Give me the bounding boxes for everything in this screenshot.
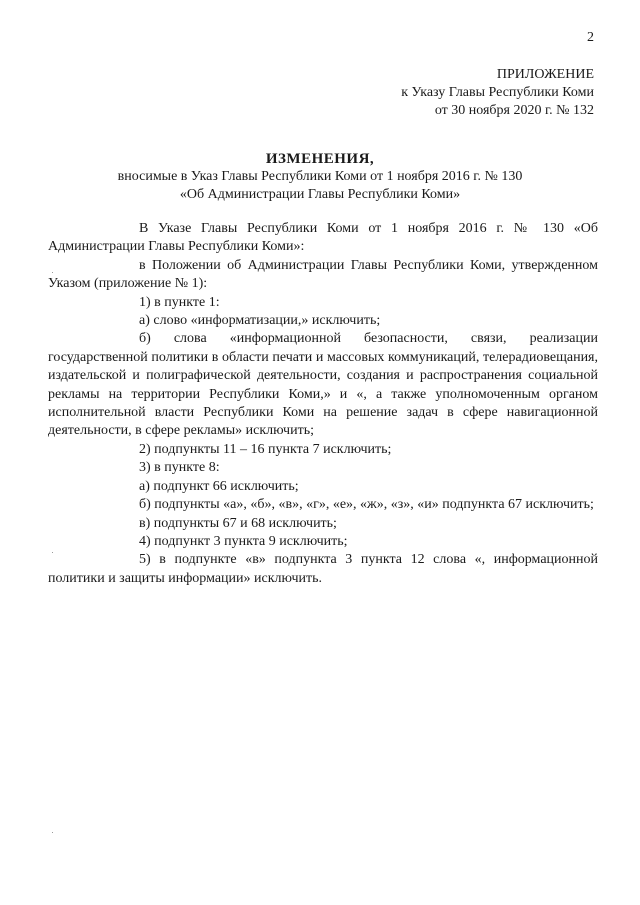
appendix-label: ПРИЛОЖЕНИЕ	[496, 67, 594, 82]
document-heading	[48, 150, 592, 204]
page-number: 2	[587, 30, 594, 45]
appendix-block	[401, 66, 594, 120]
document-body	[48, 220, 598, 588]
paragraph: а) подпункт 66 исключить;	[139, 478, 299, 494]
document-title: ИЗМЕНЕНИЯ,	[265, 151, 375, 167]
document-subtitle-line2: «Об Администрации Главы Республики Коми»	[179, 187, 461, 202]
scan-speck	[52, 272, 53, 273]
appendix-decree-date: от 30 ноября 2020 г. № 132	[434, 103, 594, 118]
appendix-decree-ref: к Указу Главы Республики Коми	[401, 85, 594, 100]
paragraph: а) слово «информатизации,» исключить;	[139, 313, 381, 329]
document-subtitle-line1: вносимые в Указ Главы Республики Коми от 1 ноября 2016 г. № 130	[117, 169, 523, 184]
paragraph: в) подпункты 67 и 68 исключить;	[139, 515, 337, 531]
scan-speck	[52, 832, 53, 833]
paragraph: 2) подпункты 11 – 16 пункта 7 исключить;	[139, 441, 392, 457]
paragraph: б) слова «информационной безопасности, связи, реализации государственной политики в области печати и массовых коммуникаций, телерадиовещания, издательской и полиграфической деятельности, создания и распространения социальной рекламы на территории Республики Коми,» и «, а также уполномоченным органом исполнительной власти Республики Коми на решение задач в сфере навигационной деятельности, в сфере рекламы» исключить;	[48, 331, 598, 439]
paragraph: в Положении об Администрации Главы Республики Коми, утвержденном Указом (приложение № 1):	[48, 257, 598, 292]
paragraph: 1) в пункте 1:	[139, 294, 220, 310]
paragraph: В Указе Главы Республики Коми от 1 ноября 2016 г. № 130 «Об Администрации Главы Республики Коми»:	[48, 221, 598, 255]
paragraph: 5) в подпункте «в» подпункта 3 пункта 12 слова «, информационной политики и защиты информации» исключить.	[48, 552, 598, 586]
paragraph: 3) в пункте 8:	[139, 460, 220, 476]
paragraph: 4) подпункт 3 пункта 9 исключить;	[139, 533, 348, 549]
scan-speck	[52, 552, 53, 553]
paragraph: б) подпункты «а», «б», «в», «г», «е», «ж», «з», «и» подпункта 67 исключить;	[139, 497, 594, 513]
